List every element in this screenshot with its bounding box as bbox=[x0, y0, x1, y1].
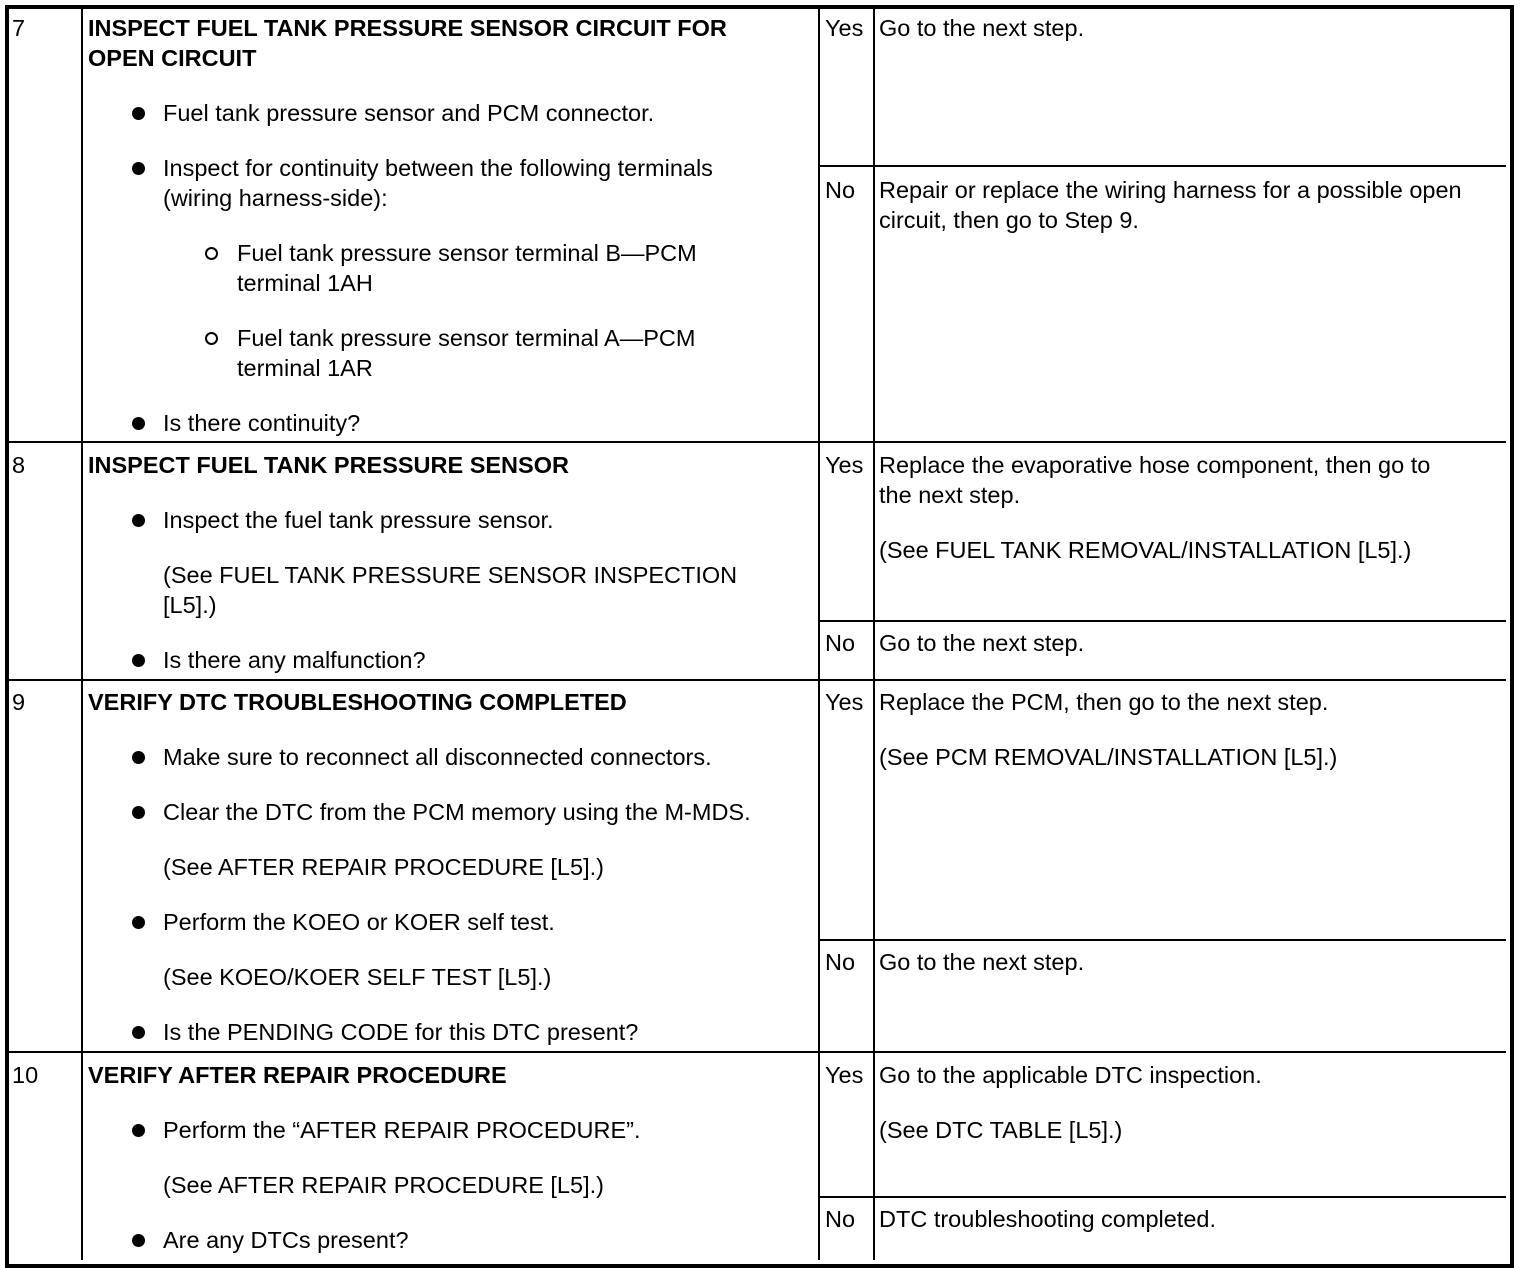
row-divider bbox=[7, 441, 1506, 443]
no-label: No bbox=[825, 949, 856, 975]
check-item: Are any DTCs present? bbox=[163, 1227, 409, 1253]
bullet-icon bbox=[132, 751, 145, 764]
sub-item: terminal 1AR bbox=[237, 355, 373, 381]
yes-no-divider bbox=[818, 620, 1506, 622]
yes-label: Yes bbox=[825, 689, 864, 715]
column-divider bbox=[818, 7, 820, 1260]
step-title: INSPECT FUEL TANK PRESSURE SENSOR bbox=[88, 452, 569, 478]
check-item: Make sure to reconnect all disconnected connectors. bbox=[163, 744, 712, 770]
yes-label: Yes bbox=[825, 452, 864, 478]
step-title: VERIFY AFTER REPAIR PROCEDURE bbox=[88, 1062, 507, 1088]
reference-text: [L5].) bbox=[163, 592, 217, 618]
row-divider bbox=[7, 679, 1506, 681]
no-action: Go to the next step. bbox=[879, 630, 1085, 656]
no-label: No bbox=[825, 177, 856, 203]
bullet-icon bbox=[132, 514, 145, 527]
step-number: 9 bbox=[12, 689, 26, 715]
check-item: Fuel tank pressure sensor and PCM connector. bbox=[163, 100, 655, 126]
sub-item: Fuel tank pressure sensor terminal A—PCM bbox=[237, 325, 696, 351]
yes-no-divider bbox=[818, 1196, 1506, 1198]
bullet-icon bbox=[132, 107, 145, 120]
sub-bullet-icon bbox=[205, 332, 218, 345]
check-item: Is the PENDING CODE for this DTC present? bbox=[163, 1019, 639, 1045]
sub-item: terminal 1AH bbox=[237, 270, 373, 296]
yes-action: (See DTC TABLE [L5].) bbox=[879, 1117, 1123, 1143]
check-item: Is there continuity? bbox=[163, 410, 361, 436]
reference-text: (See KOEO/KOER SELF TEST [L5].) bbox=[163, 964, 552, 990]
check-item: (wiring harness-side): bbox=[163, 185, 388, 211]
yes-action: (See PCM REMOVAL/INSTALLATION [L5].) bbox=[879, 744, 1338, 770]
bullet-icon bbox=[132, 1124, 145, 1137]
column-divider bbox=[81, 7, 83, 1260]
reference-text: (See FUEL TANK PRESSURE SENSOR INSPECTION bbox=[163, 562, 738, 588]
step-title: OPEN CIRCUIT bbox=[88, 45, 257, 71]
bullet-icon bbox=[132, 1234, 145, 1247]
yes-action: Go to the next step. bbox=[879, 15, 1085, 41]
check-item: Perform the KOEO or KOER self test. bbox=[163, 909, 555, 935]
bullet-icon bbox=[132, 806, 145, 819]
check-item: Perform the “AFTER REPAIR PROCEDURE”. bbox=[163, 1117, 641, 1143]
bullet-icon bbox=[132, 654, 145, 667]
column-divider bbox=[873, 7, 875, 1260]
check-item: Is there any malfunction? bbox=[163, 647, 426, 673]
check-item: Inspect for continuity between the following terminals bbox=[163, 155, 713, 181]
yes-no-divider bbox=[818, 939, 1506, 941]
check-item: Clear the DTC from the PCM memory using the M-MDS. bbox=[163, 799, 751, 825]
reference-text: (See AFTER REPAIR PROCEDURE [L5].) bbox=[163, 1172, 604, 1198]
bullet-icon bbox=[132, 417, 145, 430]
step-title: INSPECT FUEL TANK PRESSURE SENSOR CIRCUIT FOR bbox=[88, 15, 727, 41]
no-action: Repair or replace the wiring harness for a possible open bbox=[879, 177, 1462, 203]
no-label: No bbox=[825, 1206, 856, 1232]
no-label: No bbox=[825, 630, 856, 656]
bullet-icon bbox=[132, 1026, 145, 1039]
check-item: Inspect the fuel tank pressure sensor. bbox=[163, 507, 554, 533]
yes-action: Replace the PCM, then go to the next step. bbox=[879, 689, 1329, 715]
step-title: VERIFY DTC TROUBLESHOOTING COMPLETED bbox=[88, 689, 627, 715]
no-action: circuit, then go to Step 9. bbox=[879, 207, 1139, 233]
bullet-icon bbox=[132, 162, 145, 175]
step-number: 7 bbox=[12, 15, 26, 41]
yes-label: Yes bbox=[825, 15, 864, 41]
no-action: DTC troubleshooting completed. bbox=[879, 1206, 1217, 1232]
yes-label: Yes bbox=[825, 1062, 864, 1088]
yes-action: (See FUEL TANK REMOVAL/INSTALLATION [L5].) bbox=[879, 537, 1412, 563]
row-divider bbox=[7, 1051, 1506, 1053]
bullet-icon bbox=[132, 916, 145, 929]
yes-action: Replace the evaporative hose component, then go to bbox=[879, 452, 1431, 478]
step-number: 8 bbox=[12, 452, 26, 478]
no-action: Go to the next step. bbox=[879, 949, 1085, 975]
sub-bullet-icon bbox=[205, 247, 218, 260]
reference-text: (See AFTER REPAIR PROCEDURE [L5].) bbox=[163, 854, 604, 880]
step-number: 10 bbox=[12, 1062, 39, 1088]
sub-item: Fuel tank pressure sensor terminal B—PCM bbox=[237, 240, 697, 266]
yes-action: the next step. bbox=[879, 482, 1021, 508]
yes-no-divider bbox=[818, 165, 1506, 167]
yes-action: Go to the applicable DTC inspection. bbox=[879, 1062, 1262, 1088]
